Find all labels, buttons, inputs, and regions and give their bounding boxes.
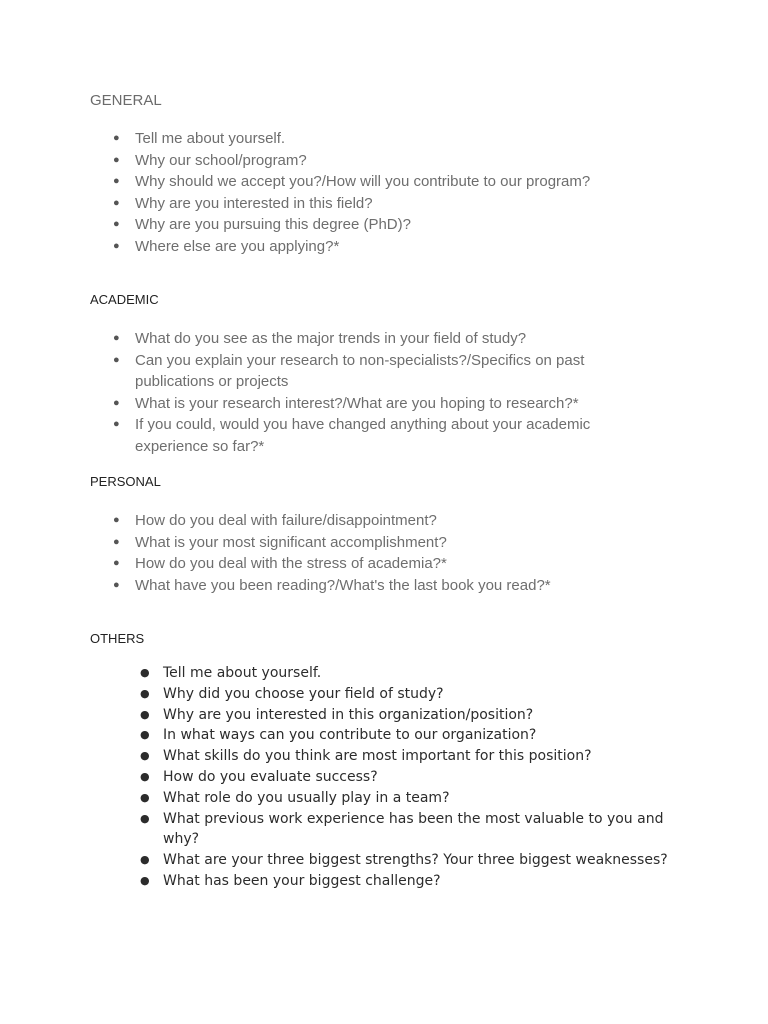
question-text: What are your three biggest strengths? Your three biggest weaknesses? xyxy=(163,852,668,869)
general-question-list xyxy=(113,128,633,257)
bullet-icon: ● xyxy=(140,666,150,679)
bullet-icon: ● xyxy=(113,218,120,230)
question-text: Why are you interested in this organization/position? xyxy=(163,706,534,723)
section-heading-academic: ACADEMIC xyxy=(90,292,159,307)
question-text: Why our school/program? xyxy=(135,151,307,169)
bullet-icon: ● xyxy=(113,418,120,430)
list-item xyxy=(140,809,688,851)
list-item xyxy=(113,193,633,215)
question-text: Where else are you applying?* xyxy=(135,237,340,255)
bullet-icon: ● xyxy=(140,707,150,721)
list-item xyxy=(140,767,688,788)
question-text: What previous work experience has been the most valuable to you and why? xyxy=(163,810,664,848)
list-item xyxy=(140,725,688,746)
bullet-icon: ● xyxy=(140,749,150,763)
question-text: What have you been reading?/What's the last book you read?* xyxy=(135,576,551,594)
bullet-icon: ● xyxy=(140,769,150,783)
bullet-icon: ● xyxy=(113,196,120,209)
section-heading-personal: PERSONAL xyxy=(90,474,161,489)
section-heading-others: OTHERS xyxy=(90,631,145,646)
list-item xyxy=(113,575,633,597)
bullet-icon: ● xyxy=(113,239,120,252)
bullet-icon: ● xyxy=(113,514,120,526)
question-text: What role do you usually play in a team? xyxy=(163,789,450,806)
list-item xyxy=(113,414,633,457)
bullet-icon: ● xyxy=(113,578,120,591)
list-item xyxy=(113,350,633,393)
question-text: If you could, would you have changed anything about your academic experience so far?* xyxy=(135,416,591,455)
question-text: Why are you interested in this field? xyxy=(135,194,373,212)
question-text: What do you see as the major trends in your field of study? xyxy=(135,330,527,347)
question-text: What is your research interest?/What are you hoping to research?* xyxy=(135,394,579,412)
bullet-icon: ● xyxy=(113,353,120,366)
list-item xyxy=(140,684,688,705)
question-text: In what ways can you contribute to our organization? xyxy=(163,727,537,744)
question-text: How do you deal with failure/disappointment? xyxy=(135,512,437,529)
question-text: What is your most significant accomplishment? xyxy=(135,533,447,551)
list-item xyxy=(113,171,633,193)
question-text: Why should we accept you?/How will you contribute to our program? xyxy=(135,173,591,190)
list-item xyxy=(113,128,633,150)
list-item xyxy=(113,510,633,532)
list-item xyxy=(113,236,633,258)
list-item xyxy=(113,150,633,172)
bullet-icon: ● xyxy=(113,535,120,548)
question-text: Can you explain your research to non-specialists?/Specifics on past publications or projects xyxy=(135,351,585,390)
list-item xyxy=(140,871,688,892)
question-text: What has been your biggest challenge? xyxy=(163,872,441,889)
question-text: What skills do you think are most important for this position? xyxy=(163,748,592,765)
question-text: Why are you pursuing this degree (PhD)? xyxy=(135,216,411,233)
list-item xyxy=(113,553,633,575)
bullet-icon: ● xyxy=(113,132,120,144)
bullet-icon: ● xyxy=(113,332,120,344)
list-item xyxy=(113,214,633,236)
bullet-icon: ● xyxy=(140,853,150,867)
bullet-icon: ● xyxy=(113,175,120,187)
question-text: Why did you choose your field of study? xyxy=(163,685,444,702)
bullet-icon: ● xyxy=(140,790,150,804)
list-item xyxy=(113,532,633,554)
list-item xyxy=(113,393,633,415)
list-item xyxy=(140,705,688,726)
personal-question-list xyxy=(113,510,633,596)
section-heading-general: GENERAL xyxy=(90,92,162,109)
academic-question-list xyxy=(113,328,633,457)
list-item xyxy=(140,663,688,684)
bullet-icon: ● xyxy=(140,873,150,887)
list-item xyxy=(113,328,633,350)
question-text: How do you deal with the stress of academia?* xyxy=(135,555,447,572)
list-item xyxy=(140,746,688,767)
bullet-icon: ● xyxy=(113,153,120,166)
bullet-icon: ● xyxy=(140,811,150,825)
bullet-icon: ● xyxy=(140,686,150,700)
list-item xyxy=(140,850,688,871)
question-text: How do you evaluate success? xyxy=(163,768,378,785)
others-question-list xyxy=(140,663,688,892)
question-text: Tell me about yourself. xyxy=(163,665,322,681)
question-text: Tell me about yourself. xyxy=(135,130,286,147)
bullet-icon: ● xyxy=(113,396,120,409)
bullet-icon: ● xyxy=(113,557,120,569)
list-item xyxy=(140,788,688,809)
bullet-icon: ● xyxy=(140,728,150,742)
